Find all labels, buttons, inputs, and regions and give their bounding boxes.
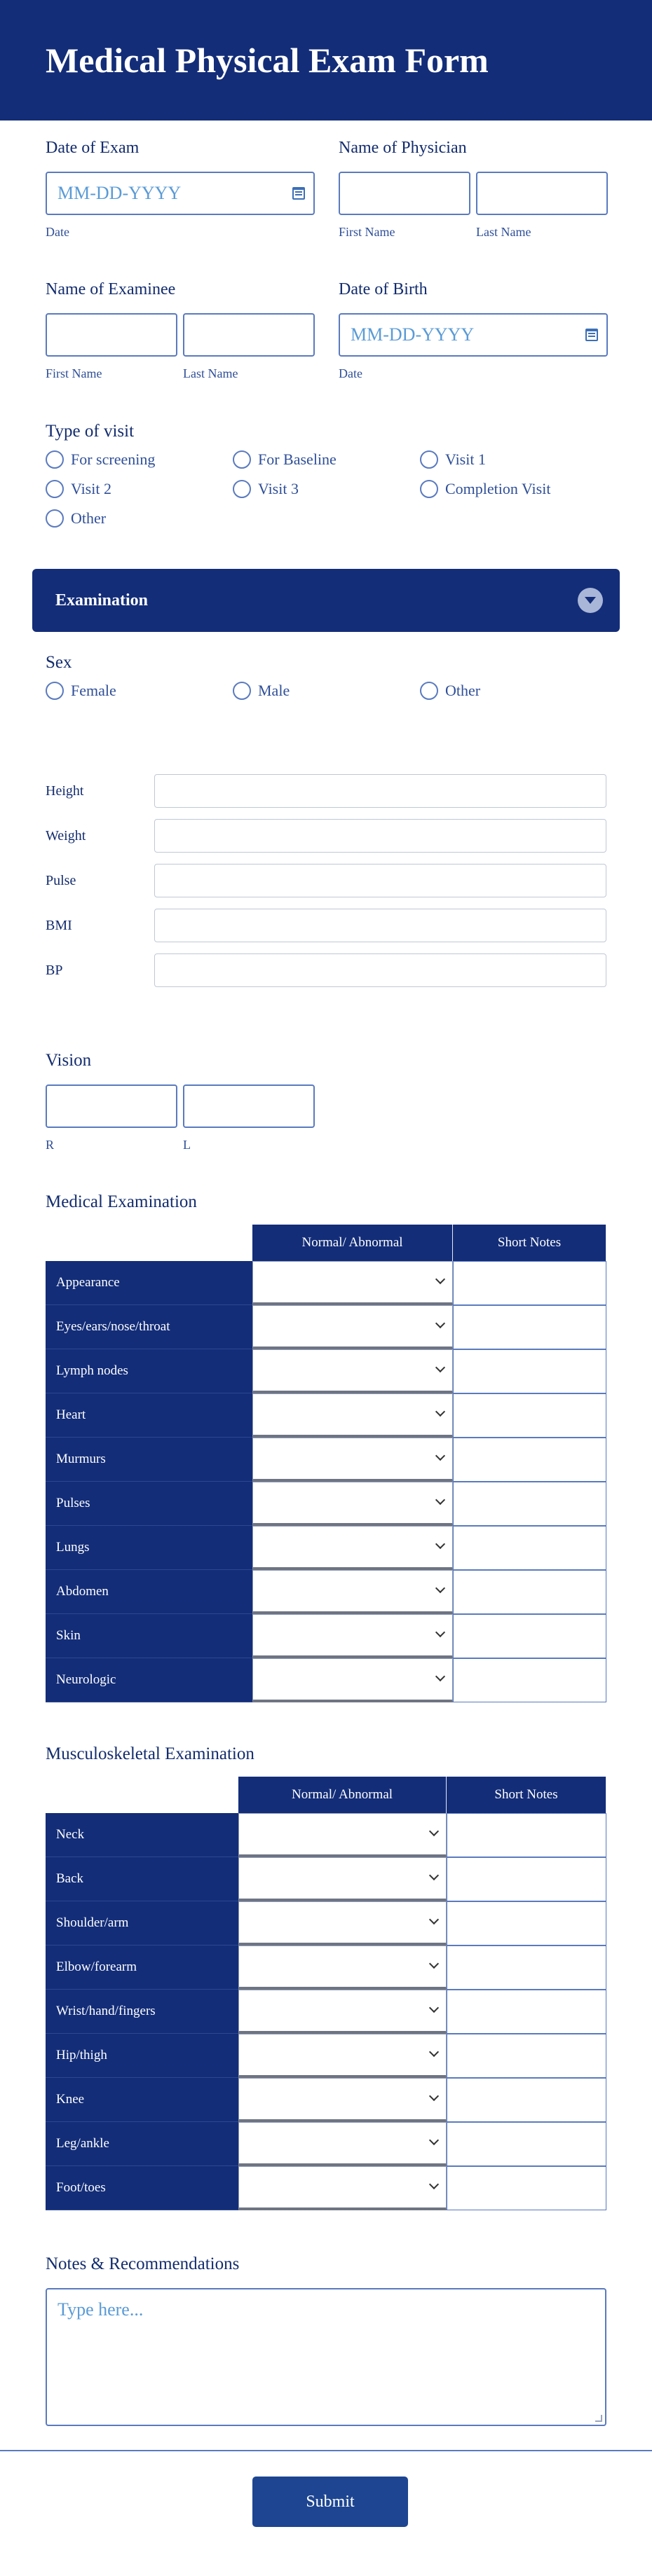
visit-option-other[interactable]: Other	[46, 509, 233, 528]
musculo-exam-status-select[interactable]	[238, 2034, 447, 2078]
visit-type-label: Type of visit	[46, 422, 135, 441]
dob-input[interactable]	[339, 313, 608, 357]
musculo-exam-notes-input[interactable]	[447, 1945, 606, 1990]
physician-label: Name of Physician	[339, 139, 467, 157]
chevron-down-icon[interactable]	[435, 1318, 445, 1328]
musculo-exam-row-label: Elbow/forearm	[46, 1945, 238, 1990]
medical-exam-notes-input[interactable]	[453, 1570, 606, 1614]
medical-exam-header	[46, 1225, 606, 1261]
medical-exam-row-label: Appearance	[46, 1261, 252, 1305]
medical-exam-label: Medical Examination	[46, 1192, 197, 1211]
examinee-last-name-input[interactable]	[183, 313, 315, 357]
radio-circle[interactable]	[420, 480, 438, 498]
medical-exam-notes-input[interactable]	[453, 1349, 606, 1393]
examination-section-header[interactable]	[32, 569, 620, 632]
musculo-exam-row	[46, 2078, 606, 2122]
weight-input[interactable]	[154, 819, 606, 853]
vital-row-bmi: BMI	[46, 903, 606, 948]
musculo-exam-col-status: Normal/ Abnormal	[238, 1777, 447, 1813]
medical-exam-row-label: Lymph nodes	[46, 1349, 252, 1393]
chevron-down-icon[interactable]	[429, 2091, 439, 2101]
chevron-down-icon[interactable]	[435, 1539, 445, 1549]
notes-placeholder: Type here...	[57, 2299, 144, 2320]
vitals-group	[46, 769, 606, 993]
musculo-exam-row-label: Shoulder/arm	[46, 1901, 238, 1945]
medical-exam-notes-input[interactable]	[453, 1261, 606, 1305]
physician-last-name-input[interactable]	[476, 172, 608, 215]
sex-option-male[interactable]: Male	[233, 681, 420, 701]
musculo-exam-row	[46, 1813, 606, 1857]
bp-input[interactable]	[154, 953, 606, 987]
chevron-down-icon[interactable]	[429, 2047, 439, 2057]
medical-exam-notes-input[interactable]	[453, 1482, 606, 1526]
vision-group	[46, 1051, 315, 1152]
visit-option-baseline[interactable]: For Baseline	[233, 450, 420, 469]
medical-exam-table	[46, 1225, 606, 1702]
radio-circle[interactable]	[233, 480, 251, 498]
musculo-exam-row	[46, 2166, 606, 2210]
musculo-exam-label: Musculoskeletal Examination	[46, 1744, 254, 1763]
vital-row-bp: BP	[46, 948, 606, 993]
physician-last-name-label: Last Name	[476, 225, 531, 239]
chevron-down-icon[interactable]	[435, 1583, 445, 1593]
date-of-exam-label: Date of Exam	[46, 139, 140, 157]
examinee-first-name-input[interactable]	[46, 313, 177, 357]
musculo-exam-row	[46, 1901, 606, 1945]
sex-label: Sex	[46, 653, 72, 672]
examinee-last-name-label: Last Name	[183, 366, 238, 380]
medical-exam-notes-input[interactable]	[453, 1658, 606, 1702]
medical-exam-status-select[interactable]	[252, 1393, 453, 1438]
musculo-exam-row	[46, 1857, 606, 1901]
visit-option-completion[interactable]: Completion Visit	[420, 479, 607, 499]
chevron-down-icon[interactable]	[429, 2135, 439, 2145]
musculo-exam-notes-input[interactable]	[447, 1813, 606, 1857]
musculo-exam-notes-input[interactable]	[447, 1857, 606, 1901]
musculo-exam-notes-input[interactable]	[447, 1990, 606, 2034]
medical-exam-notes-input[interactable]	[453, 1393, 606, 1438]
medical-exam-row-label: Heart	[46, 1393, 252, 1438]
resize-grip-icon[interactable]	[595, 2415, 602, 2422]
medical-exam-status-select[interactable]	[252, 1614, 453, 1658]
musculo-exam-status-select[interactable]	[238, 1901, 447, 1945]
chevron-down-icon[interactable]	[435, 1274, 445, 1284]
radio-circle[interactable]	[233, 450, 251, 469]
medical-exam-status-select[interactable]	[252, 1482, 453, 1526]
medical-exam-row	[46, 1482, 606, 1526]
musculo-exam-status-select[interactable]	[238, 1813, 447, 1857]
medical-exam-status-select[interactable]	[252, 1658, 453, 1702]
dob-sublabel: Date	[339, 366, 362, 380]
chevron-down-icon[interactable]	[429, 1915, 439, 1924]
submit-button[interactable]: Submit	[252, 2477, 408, 2527]
sex-option-other[interactable]: Other	[420, 681, 607, 701]
medical-exam-row-label: Abdomen	[46, 1570, 252, 1614]
chevron-down-icon[interactable]	[429, 1826, 439, 1836]
visit-option-visit2[interactable]: Visit 2	[46, 479, 233, 499]
musculo-exam-table	[46, 1777, 606, 2210]
physician-first-name-input[interactable]	[339, 172, 470, 215]
visit-option-visit3[interactable]: Visit 3	[233, 479, 420, 499]
examinee-first-name-label: First Name	[46, 366, 102, 380]
chevron-down-icon[interactable]	[435, 1672, 445, 1681]
medical-exam-row-label: Neurologic	[46, 1658, 252, 1702]
visit-option-visit1[interactable]: Visit 1	[420, 450, 607, 469]
radio-circle[interactable]	[233, 682, 251, 700]
musculo-exam-row	[46, 1945, 606, 1990]
medical-exam-row	[46, 1349, 606, 1393]
footer-divider	[0, 2450, 652, 2451]
medical-exam-row-label: Murmurs	[46, 1438, 252, 1482]
musculo-exam-notes-input[interactable]	[447, 2034, 606, 2078]
musculo-exam-row-label: Leg/ankle	[46, 2122, 238, 2166]
medical-exam-row	[46, 1305, 606, 1349]
musculo-exam-notes-input[interactable]	[447, 2122, 606, 2166]
musculo-exam-row-label: Neck	[46, 1813, 238, 1857]
calendar-icon[interactable]	[292, 187, 305, 200]
visit-type-group	[46, 422, 607, 528]
vital-row-weight: Weight	[46, 813, 606, 858]
dob-group	[339, 280, 632, 381]
radio-circle[interactable]	[46, 682, 64, 700]
musculo-exam-col-notes: Short Notes	[447, 1777, 606, 1813]
exam-physician-row	[0, 139, 652, 240]
medical-exam-status-select[interactable]	[252, 1438, 453, 1482]
medical-exam-row	[46, 1261, 606, 1305]
sex-group	[46, 653, 607, 701]
calendar-icon[interactable]	[585, 329, 598, 341]
medical-exam-row-label: Lungs	[46, 1526, 252, 1570]
medical-exam-row	[46, 1614, 606, 1658]
vision-left-input[interactable]	[183, 1084, 315, 1128]
chevron-down-icon[interactable]	[435, 1363, 445, 1372]
medical-exam-status-select[interactable]	[252, 1305, 453, 1349]
medical-exam-notes-input[interactable]	[453, 1526, 606, 1570]
chevron-down-icon[interactable]	[435, 1495, 445, 1505]
chevron-down-icon[interactable]	[429, 2003, 439, 2013]
vision-left-label: L	[183, 1138, 191, 1152]
chevron-down-icon[interactable]	[578, 588, 603, 613]
musculo-exam-row	[46, 2034, 606, 2078]
date-of-exam-placeholder: MM-DD-YYYY	[57, 183, 182, 203]
chevron-down-icon[interactable]	[429, 1871, 439, 1880]
musculo-exam-notes-input[interactable]	[447, 1901, 606, 1945]
notes-label: Notes & Recommendations	[46, 2254, 240, 2273]
medical-exam-row	[46, 1438, 606, 1482]
date-of-exam-input[interactable]	[46, 172, 315, 215]
medical-exam-row	[46, 1526, 606, 1570]
vision-label: Vision	[46, 1051, 92, 1070]
medical-exam-status-select[interactable]	[252, 1349, 453, 1393]
chevron-down-icon[interactable]	[435, 1451, 445, 1461]
radio-circle[interactable]	[420, 682, 438, 700]
musculo-exam-status-select[interactable]	[238, 2078, 447, 2122]
notes-textarea[interactable]	[46, 2288, 606, 2426]
bmi-input[interactable]	[154, 909, 606, 942]
chevron-down-icon[interactable]	[429, 1959, 439, 1969]
height-input[interactable]	[154, 774, 606, 808]
medical-exam-row	[46, 1570, 606, 1614]
examinee-label: Name of Examinee	[46, 280, 176, 298]
chevron-down-icon[interactable]	[429, 2179, 439, 2189]
radio-circle[interactable]	[46, 509, 64, 528]
pulse-input[interactable]	[154, 864, 606, 897]
radio-circle[interactable]	[420, 450, 438, 469]
musculo-exam-status-select[interactable]	[238, 1857, 447, 1901]
medical-exam-row	[46, 1658, 606, 1702]
musculo-exam-status-select[interactable]	[238, 1945, 447, 1990]
vital-row-pulse: Pulse	[46, 858, 606, 903]
medical-exam-row-label: Pulses	[46, 1482, 252, 1526]
medical-exam-col-notes: Short Notes	[453, 1225, 606, 1261]
date-of-exam-sublabel: Date	[46, 225, 69, 239]
musculo-exam-row-label: Back	[46, 1857, 238, 1901]
chevron-down-icon[interactable]	[435, 1627, 445, 1637]
radio-circle[interactable]	[46, 450, 64, 469]
musculo-exam-status-select[interactable]	[238, 2122, 447, 2166]
dob-placeholder: MM-DD-YYYY	[351, 324, 475, 345]
musculo-exam-status-select[interactable]	[238, 1990, 447, 2034]
notes-group	[46, 2254, 606, 2426]
musculo-exam-row	[46, 1990, 606, 2034]
dob-label: Date of Birth	[339, 280, 428, 298]
medical-exam-notes-input[interactable]	[453, 1438, 606, 1482]
musculo-exam-row-label: Hip/thigh	[46, 2034, 238, 2078]
form-header	[0, 0, 652, 120]
musculo-exam-row-label: Foot/toes	[46, 2166, 238, 2210]
vision-right-label: R	[46, 1138, 55, 1152]
medical-exam-notes-input[interactable]	[453, 1305, 606, 1349]
physician-first-name-label: First Name	[339, 225, 395, 239]
musculo-exam-notes-input[interactable]	[447, 2078, 606, 2122]
medical-exam-notes-input[interactable]	[453, 1614, 606, 1658]
visit-option-screening[interactable]: For screening	[46, 450, 233, 469]
radio-circle[interactable]	[46, 480, 64, 498]
medical-exam-col-status: Normal/ Abnormal	[252, 1225, 453, 1261]
medical-exam-status-select[interactable]	[252, 1526, 453, 1570]
physician-group	[339, 139, 632, 240]
date-of-exam-group	[46, 139, 339, 240]
medical-exam-row-label: Eyes/ears/nose/throat	[46, 1305, 252, 1349]
sex-option-female[interactable]: Female	[46, 681, 233, 701]
medical-exam-row-label: Skin	[46, 1614, 252, 1658]
medical-exam-status-select[interactable]	[252, 1570, 453, 1614]
medical-exam-row	[46, 1393, 606, 1438]
musculo-exam-status-select[interactable]	[238, 2166, 447, 2210]
vital-row-height: Height	[46, 769, 606, 813]
form-title: Medical Physical Exam Form	[46, 41, 489, 80]
examinee-dob-row	[0, 280, 652, 381]
examinee-group	[46, 280, 339, 381]
musculo-exam-row-label: Wrist/hand/fingers	[46, 1990, 238, 2034]
chevron-down-icon[interactable]	[435, 1407, 445, 1417]
musculo-exam-header	[46, 1777, 606, 1813]
medical-exam-status-select[interactable]	[252, 1261, 453, 1305]
vision-right-input[interactable]	[46, 1084, 177, 1128]
examination-section-title: Examination	[55, 591, 149, 609]
musculo-exam-notes-input[interactable]	[447, 2166, 606, 2210]
musculo-exam-row	[46, 2122, 606, 2166]
musculo-exam-row-label: Knee	[46, 2078, 238, 2122]
